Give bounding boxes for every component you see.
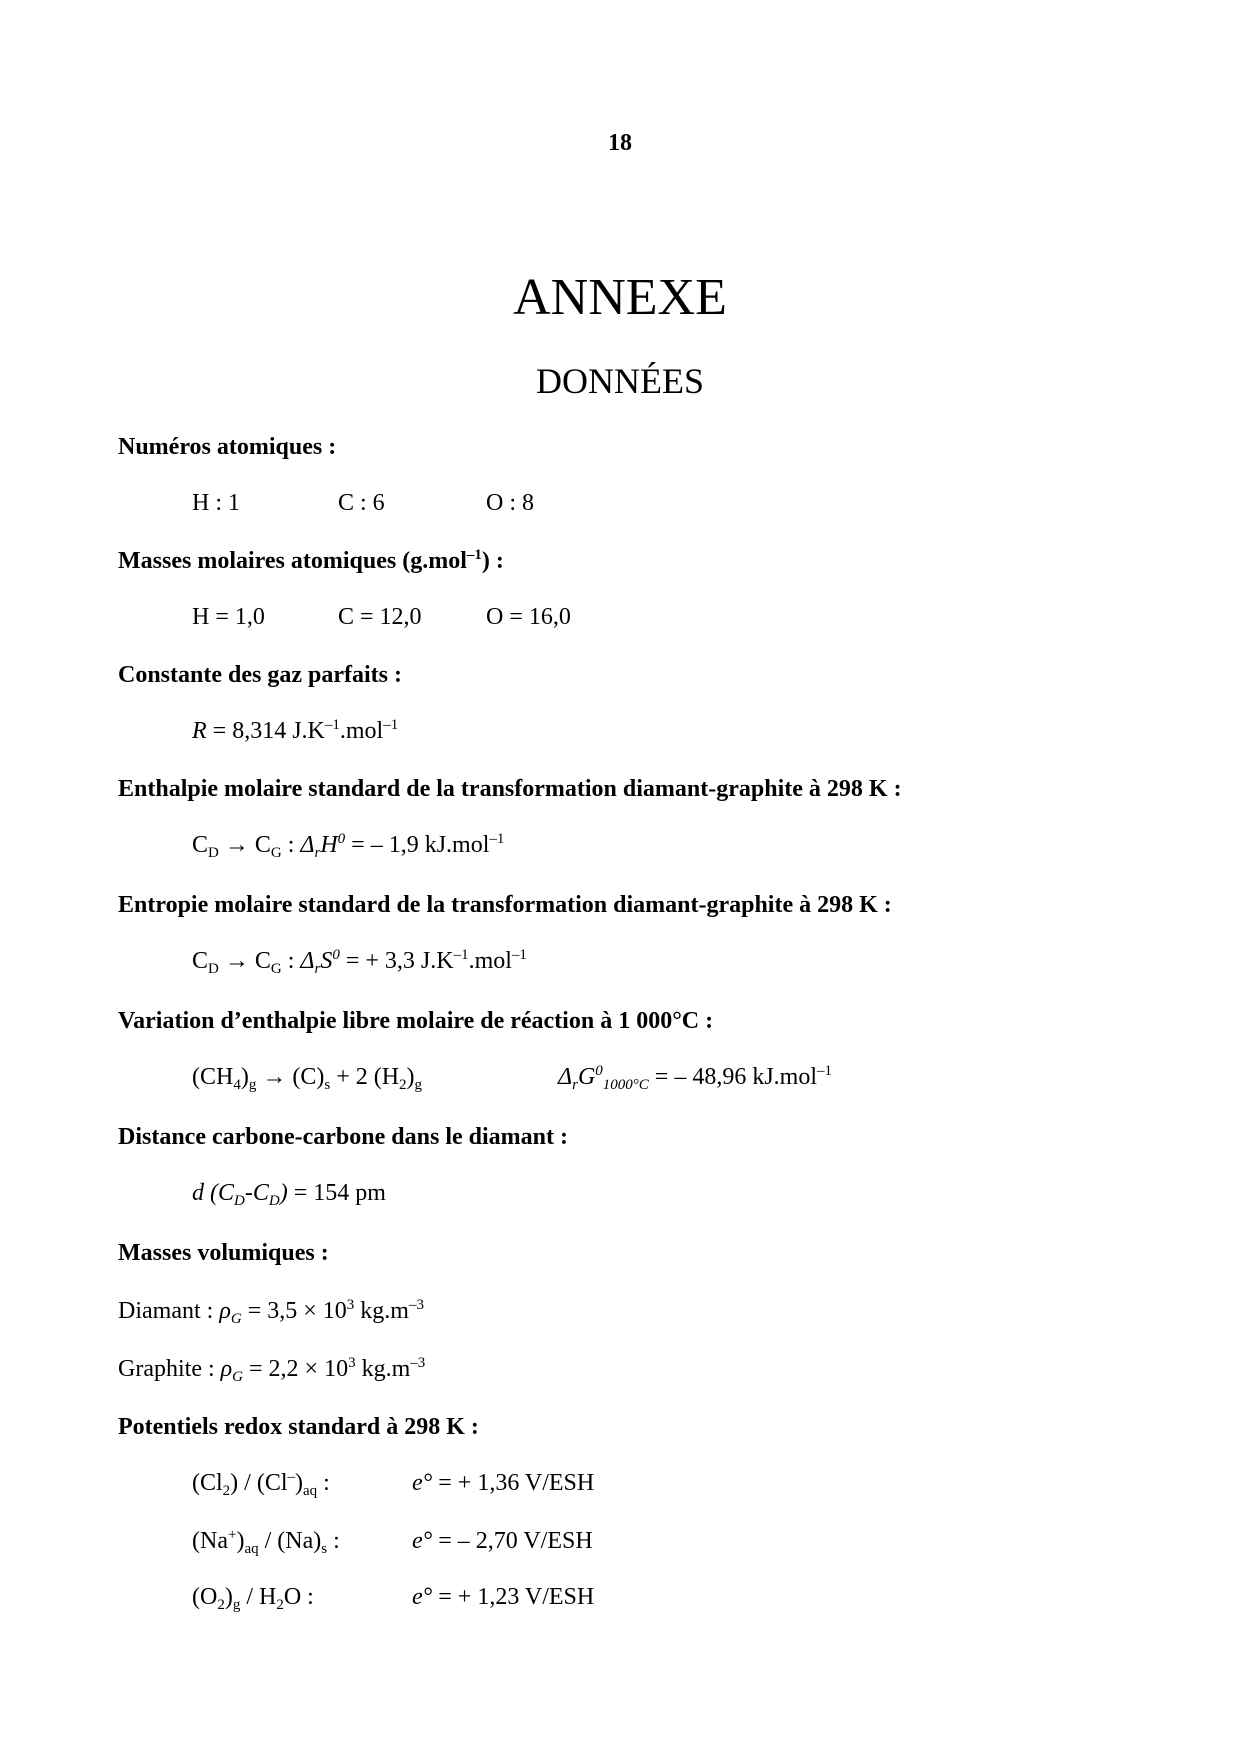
atomic-number-h: H : 1: [192, 490, 240, 516]
page-subtitle: DONNÉES: [536, 361, 704, 401]
gibbs-value: $\Delta_rG^0_{1000^\circ C}$ = – 48,96 kJ.mol$^{-1}$: [558, 1063, 833, 1093]
molar-masses-heading: Masses molaires atomiques (g.mol$^{-1}$) :: [118, 547, 504, 574]
distance-value: d $(C_D-C_D) = 154$ pm: [192, 1180, 386, 1209]
atomic-number-c: C : 6: [338, 490, 385, 516]
entropy-equation: $C_D \to C_G$ : $\Delta_rS^0$ = + 3,3 $J.K^{-1}.mol^{-1}$: [192, 947, 527, 977]
molar-mass-o: O = 16,0: [486, 604, 571, 630]
gas-constant-value: R = 8,314 $J.K^{-1}.mol^{-1}$: [192, 717, 399, 744]
redox-value-o2: e° = + 1,23 V/ESH: [412, 1584, 595, 1610]
atomic-numbers-heading: Numéros atomiques :: [118, 434, 337, 460]
density-diamond: Diamant : $\rho_G = 3,5 \times 10^3$ $kg.m^{-3}$: [118, 1297, 424, 1327]
entropy-heading: Entropie molaire standard de la transformation diamant-graphite à 298 K :: [118, 892, 892, 918]
redox-value-cl: e° = + 1,36 V/ESH: [412, 1470, 595, 1496]
redox-couple-cl: $(Cl_2) / (Cl^-)_{aq}$ :: [192, 1469, 330, 1499]
gibbs-heading: Variation d’enthalpie libre molaire de réaction à 1 000°C :: [118, 1008, 714, 1034]
densities-heading: Masses volumiques :: [118, 1240, 329, 1266]
molar-mass-h: H = 1,0: [192, 604, 265, 630]
distance-heading: Distance carbone-carbone dans le diamant :: [118, 1124, 568, 1150]
enthalpy-equation: $C_D \to C_G$ : $\Delta_rH^0$ = – 1,9 kJ.mol$^{-1}$: [192, 831, 505, 861]
gas-constant-heading: Constante des gaz parfaits :: [118, 662, 402, 688]
density-graphite: Graphite : $\rho_G = 2,2 \times 10^3$ $kg.m^{-3}$: [118, 1355, 426, 1385]
redox-couple-o2: $(O_2)_g / H_2O$ :: [192, 1584, 314, 1613]
redox-couple-na: $(Na^+)_{aq} / (Na)_s$ :: [192, 1527, 340, 1557]
atomic-number-o: O : 8: [486, 490, 534, 516]
gibbs-reaction: $(CH_4)_g \to (C)_s + 2$ $(H_2)_g$: [192, 1064, 423, 1093]
page-title: ANNEXE: [513, 269, 727, 326]
redox-value-na: e° = – 2,70 V/ESH: [412, 1528, 593, 1554]
redox-heading: Potentiels redox standard à 298 K :: [118, 1414, 479, 1440]
molar-mass-c: C = 12,0: [338, 604, 422, 630]
enthalpy-heading: Enthalpie molaire standard de la transformation diamant-graphite à 298 K :: [118, 776, 902, 802]
page-number: 18: [608, 130, 632, 156]
